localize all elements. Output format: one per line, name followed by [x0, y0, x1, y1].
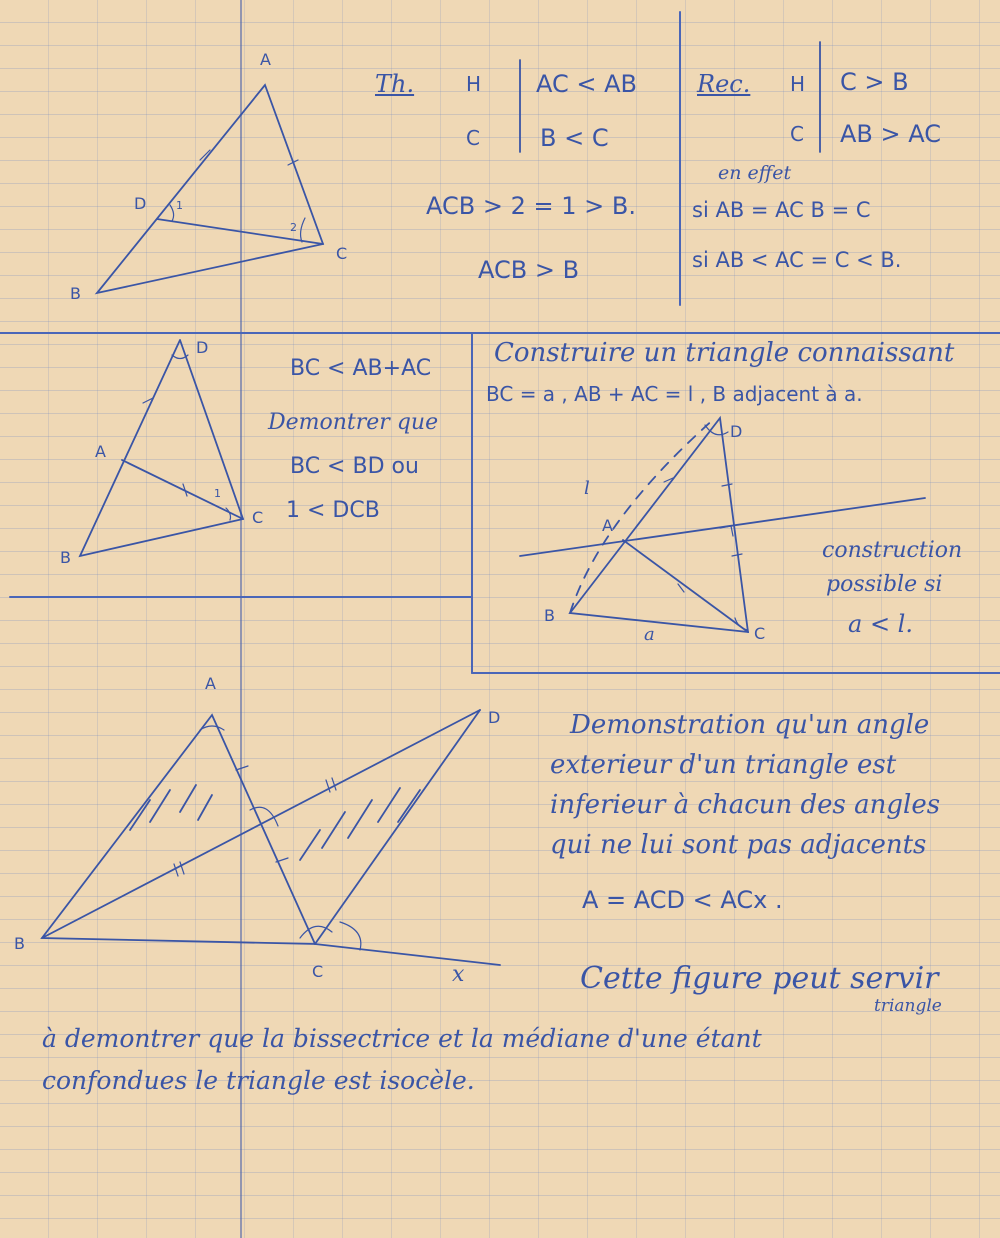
fig2-angle-1: 1 — [214, 487, 221, 500]
segment-cx — [315, 944, 500, 965]
fig4-label-x: x — [452, 962, 465, 987]
fig1-label-b: B — [70, 284, 81, 303]
exterior-cette: Cette figure peut servir — [580, 961, 939, 996]
reciprocal-label: Rec. — [697, 70, 751, 98]
construction-note-2: possible si — [826, 572, 943, 597]
fig2-label-b: B — [60, 548, 71, 567]
exterior-line-6: confondues le triangle est isocèle. — [42, 1066, 475, 1095]
hatching-right — [300, 788, 420, 860]
reciprocal-hypothesis: C > B — [840, 68, 909, 96]
exterior-formula: A = ACD < ACx . — [582, 886, 783, 914]
tick-mark — [174, 864, 178, 876]
fig4-label-b: B — [14, 934, 25, 953]
angle-arc-1b — [226, 508, 231, 520]
reciprocal-case-1: si AB = AC B = C — [692, 198, 871, 222]
fig1-label-a: A — [260, 50, 271, 69]
fig4-label-a: A — [205, 674, 216, 693]
fig3-label-l: l — [584, 478, 590, 499]
fig1-label-c: C — [336, 244, 348, 263]
theorem-h: H — [466, 72, 482, 96]
tick-mark — [722, 484, 732, 486]
exterior-triangle-insert: triangle — [874, 996, 942, 1016]
segment-bd — [42, 710, 480, 938]
fig3-label-b: B — [544, 606, 555, 625]
inequality-step-2: 1 < DCB — [286, 498, 380, 523]
construction-note-3: a < l. — [848, 610, 913, 638]
reciprocal-conclusion: AB > AC — [840, 120, 942, 148]
construction-note-1: construction — [822, 538, 963, 563]
inequality-step-1: BC < BD ou — [290, 454, 419, 479]
theorem-step-2: ACB > B — [478, 256, 580, 284]
exterior-line-5: à demontrer que la bissectrice et la médiane d'une étant — [42, 1024, 762, 1053]
angle-arc-1 — [170, 205, 174, 221]
reciprocal-case-2: si AB < AC = C < B. — [692, 248, 902, 272]
fig2-label-c: C — [252, 508, 264, 527]
segment-dc — [315, 710, 480, 944]
fig2-label-a: A — [95, 442, 106, 461]
construction-given: BC = a , AB + AC = l , B adjacent à a. — [486, 382, 863, 406]
theorem-step-1: ACB > 2 = 1 > B. — [426, 192, 636, 220]
right-angle-mark — [720, 526, 733, 536]
fig3-label-a-side: a — [644, 624, 655, 645]
theorem-hypothesis: AC < AB — [536, 70, 638, 98]
theorem-conclusion: B < C — [540, 124, 609, 152]
segment-dc-1 — [157, 219, 323, 244]
triangle-abc-1 — [97, 85, 323, 293]
exterior-line-2: exterieur d'un triangle est — [550, 750, 897, 780]
fig1-label-d: D — [134, 194, 147, 213]
inequality-demo-heading: Demontrer que — [268, 410, 439, 435]
fig3-label-d: D — [730, 422, 743, 441]
reciprocal-en-effet: en effet — [718, 162, 792, 184]
triangle-dbc-3 — [570, 418, 748, 632]
fig3-label-a: A — [602, 516, 613, 535]
fig1-angle-2: 2 — [290, 221, 297, 234]
tick-mark — [236, 766, 248, 770]
fig4-label-d: D — [488, 708, 501, 727]
inequality-statement: BC < AB+AC — [290, 356, 432, 381]
reciprocal-h: H — [790, 72, 806, 96]
segment-ac-3 — [623, 540, 748, 632]
theorem-label: Th. — [375, 70, 415, 98]
exterior-line-4: qui ne lui sont pas adjacents — [550, 830, 927, 860]
angle-arc-2 — [301, 218, 305, 242]
fig4-label-c: C — [312, 962, 324, 981]
construction-title: Construire un triangle connaissant — [494, 338, 955, 368]
triangle-abc-4 — [42, 715, 315, 944]
fig2-label-d: D — [196, 338, 209, 357]
exterior-line-1: Demonstration qu'un angle — [570, 710, 930, 740]
theorem-c: C — [466, 126, 480, 150]
exterior-line-3: inferieur à chacun des angles — [550, 790, 941, 820]
tick-mark — [332, 778, 336, 790]
fig1-angle-1: 1 — [176, 199, 183, 212]
angle-arc-x — [340, 922, 361, 950]
fig3-label-c: C — [754, 624, 766, 643]
reciprocal-c: C — [790, 122, 804, 146]
